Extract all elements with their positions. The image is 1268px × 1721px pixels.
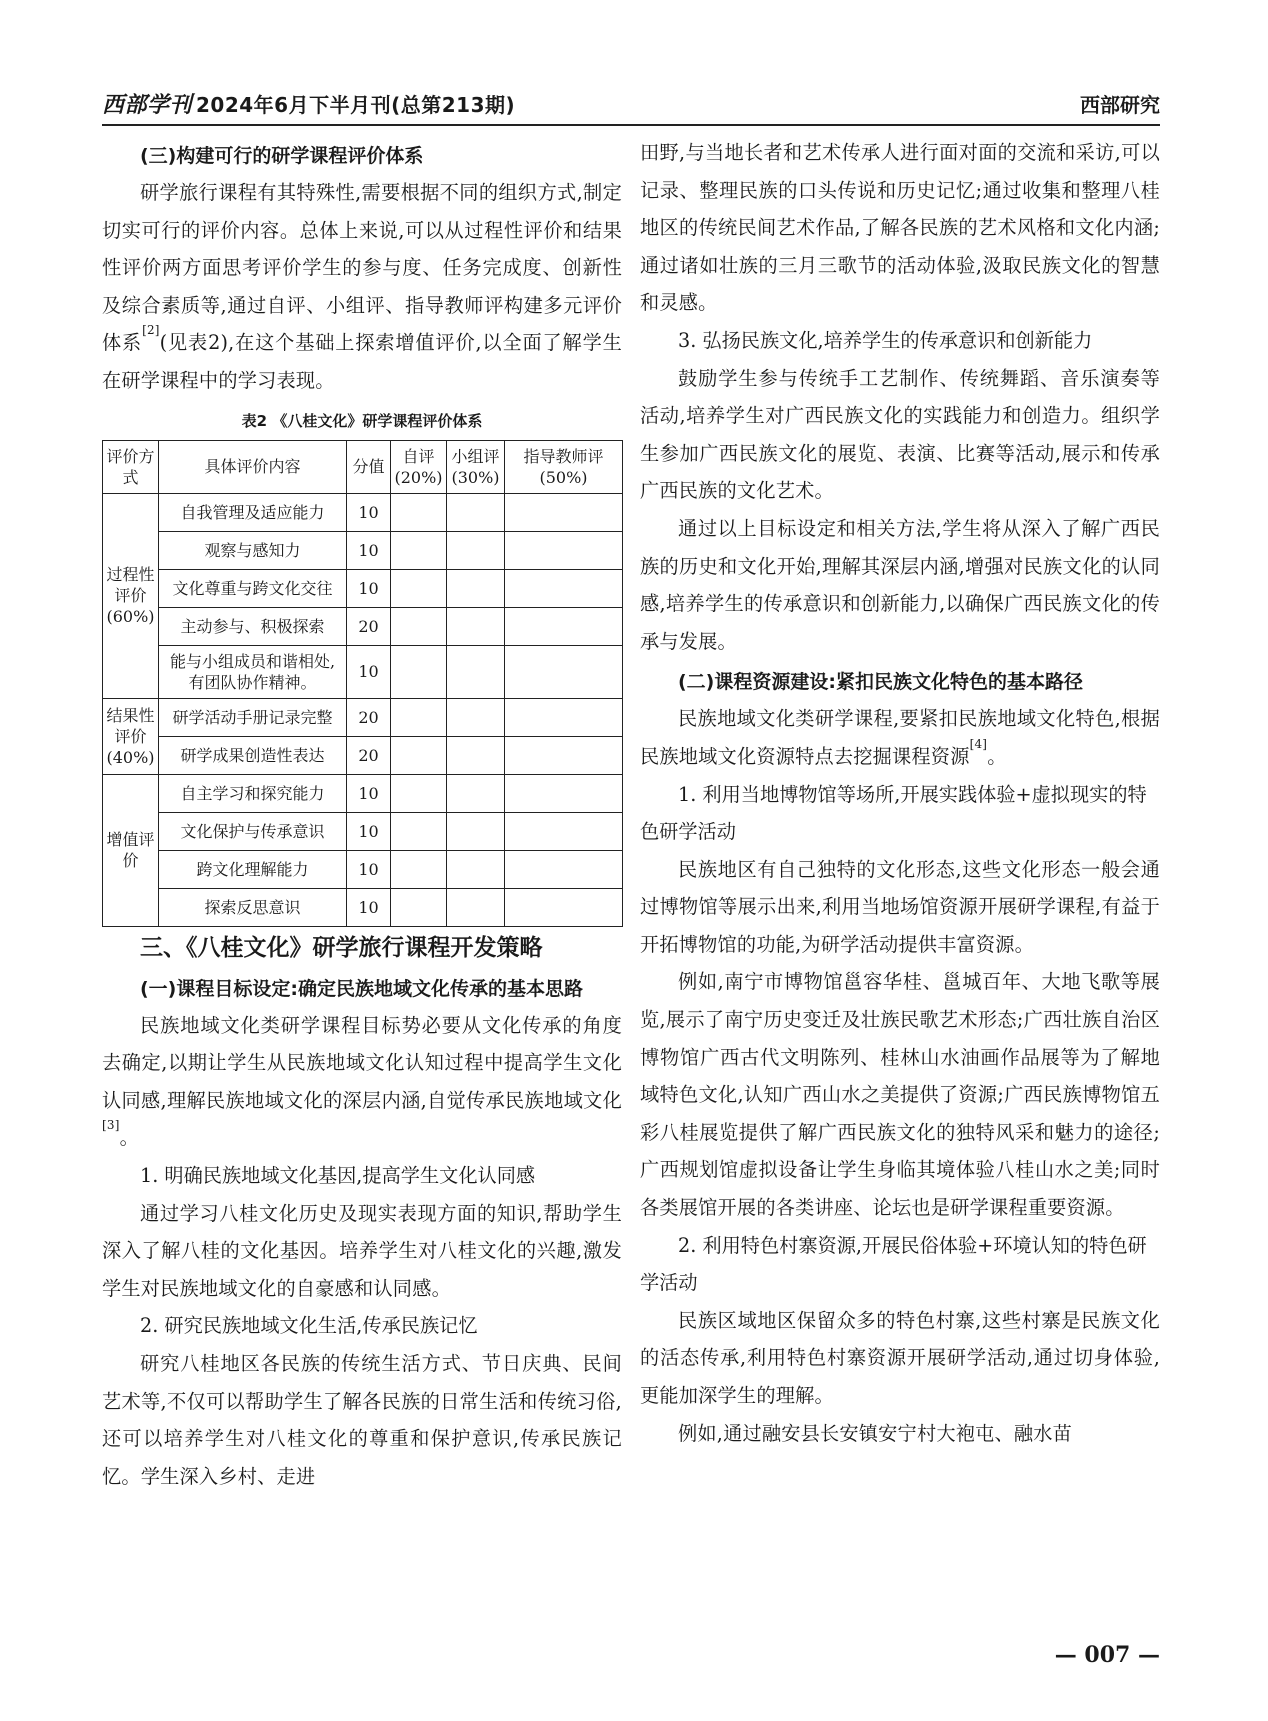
citation[interactable]: [2] (142, 323, 160, 338)
paragraph: 研究八桂地区各民族的传统生活方式、节日庆典、民间艺术等,不仅可以帮助学生了解各民族的日常生活和传统习俗,还可以培养学生对八桂文化的尊重和保护意识,传承民族记忆。学生深入乡村、走进 (102, 1351, 622, 1488)
group-eval-cell (447, 850, 505, 888)
score-cell: 10 (347, 493, 391, 531)
group-eval-cell (447, 698, 505, 736)
citation[interactable]: [3] (102, 1118, 120, 1133)
journal-issue (102, 88, 515, 119)
group-eval-cell (447, 888, 505, 926)
paragraph: 鼓励学生参与传统手工艺制作、传统舞蹈、音乐演奏等活动,培养学生对广西民族文化的实践能力和创造力。组织学生参加广西民族文化的展览、表演、比赛等活动,展示和传承广西民族的文化艺术。 (640, 366, 1160, 503)
self-eval-cell (391, 493, 447, 531)
self-eval-cell (391, 774, 447, 812)
score-cell: 10 (347, 888, 391, 926)
teacher-eval-cell (505, 645, 623, 698)
column-header: 小组评(30%) (447, 440, 505, 493)
content-cell: 自主学习和探究能力 (159, 774, 347, 812)
paragraph: 通过以上目标设定和相关方法,学生将从深入了解广西民族的历史和文化开始,理解其深层内涵,增强对民族文化的认同感,培养学生的传承意识和创新能力,以确保广西民族文化的传承与发展。 (640, 516, 1160, 653)
self-eval-cell (391, 698, 447, 736)
self-eval-cell (391, 736, 447, 774)
table-row (103, 645, 623, 698)
page-header (102, 86, 1160, 120)
score-cell: 10 (347, 812, 391, 850)
self-eval-cell (391, 531, 447, 569)
table-row (103, 569, 623, 607)
score-cell: 10 (347, 569, 391, 607)
group-eval-cell (447, 607, 505, 645)
column-header: 指导教师评(50%) (505, 440, 623, 493)
content-cell: 研学成果创造性表达 (159, 736, 347, 774)
content-cell: 跨文化理解能力 (159, 850, 347, 888)
content-cell: 探索反思意识 (159, 888, 347, 926)
self-eval-cell (391, 607, 447, 645)
subsection-heading: 3. 弘扬民族文化,培养学生的传承意识和创新能力 (678, 328, 1093, 352)
teacher-eval-cell (505, 698, 623, 736)
teacher-eval-cell (505, 736, 623, 774)
column-header: 自评(20%) (391, 440, 447, 493)
group-eval-cell (447, 493, 505, 531)
evaluation-table (102, 440, 623, 927)
part-heading: 三、《八桂文化》研学旅行课程开发策略 (140, 934, 543, 961)
journal-logo: 西部学刊 (102, 91, 193, 118)
score-cell: 10 (347, 531, 391, 569)
issue-label: 2024年6月下半月刊(总第213期) (196, 92, 516, 117)
column-header: 评价方式 (103, 440, 159, 493)
group-eval-cell (447, 774, 505, 812)
group-eval-cell (447, 736, 505, 774)
table-row (103, 812, 623, 850)
content-cell: 研学活动手册记录完整 (159, 698, 347, 736)
content-cell: 观察与感知力 (159, 531, 347, 569)
subsection-heading: 2. 研究民族地域文化生活,传承民族记忆 (140, 1314, 478, 1338)
table-header-row (103, 440, 623, 493)
paragraph: 民族地域文化类研学课程目标势必要从文化传承的角度去确定,以期让学生从民族地域文化认知过程中提高学生文化认同感,理解民族地域文化的深层内涵,自觉传承民族地域文化[3]。 (102, 1013, 622, 1150)
method-cell: 结果性评价(40%) (103, 698, 159, 774)
subsection-heading: 1. 利用当地博物馆等场所,开展实践体验+虚拟现实的特色研学活动 (640, 782, 1147, 844)
score-cell: 20 (347, 607, 391, 645)
column-header: 分值 (347, 440, 391, 493)
paragraph: 田野,与当地长者和艺术传承人进行面对面的交流和采访,可以记录、整理民族的口头传说和历史记忆;通过收集和整理八桂地区的传统民间艺术作品,了解各民族的艺术风格和文化内涵;通过诸如壮族的三月三歌节的活动体验,汲取民族文化的智慧和灵感。 (640, 141, 1160, 315)
table-row (103, 774, 623, 812)
paragraph: 通过学习八桂文化历史及现实表现方面的知识,帮助学生深入了解八桂的文化基因。培养学生对八桂文化的兴趣,激发学生对民族地域文化的自豪感和认同感。 (102, 1201, 622, 1300)
paragraph: 研学旅行课程有其特殊性,需要根据不同的组织方式,制定切实可行的评价内容。总体上来说,可以从过程性评价和结果性评价两方面思考评价学生的参与度、任务完成度、创新性及综合素质等,通过自评、小组评、指导教师评构建多元评价体系[2](见表2),在这个基础上探索增值评价,以全面了解学生在研学课程中的学习表现。 (102, 181, 622, 392)
section-heading: (一)课程目标设定:确定民族地域文化传承的基本思路 (140, 977, 583, 1000)
section-heading: (三)构建可行的研学课程评价体系 (140, 145, 424, 167)
teacher-eval-cell (505, 569, 623, 607)
paragraph: 民族地域文化类研学课程,要紧扣民族地域文化特色,根据民族地域文化资源特点去挖掘课程资源[4]。 (640, 707, 1160, 768)
right-column (640, 134, 1160, 1452)
group-eval-cell (447, 812, 505, 850)
table-caption: 表2 《八桂文化》研学课程评价体系 (241, 411, 483, 430)
teacher-eval-cell (505, 774, 623, 812)
score-cell: 10 (347, 850, 391, 888)
self-eval-cell (391, 850, 447, 888)
teacher-eval-cell (505, 850, 623, 888)
section-heading: (二)课程资源建设:紧扣民族文化特色的基本路径 (678, 671, 1083, 694)
table-row (103, 888, 623, 926)
table-row (103, 607, 623, 645)
citation[interactable]: [4] (969, 736, 988, 751)
paragraph: 民族区域地区保留众多的特色村寨,这些村寨是民族文化的活态传承,利用特色村寨资源开展研学活动,通过切身体验,更能加深学生的理解。 (640, 1308, 1160, 1407)
teacher-eval-cell (505, 607, 623, 645)
score-cell: 10 (347, 774, 391, 812)
paragraph: 例如,南宁市博物馆邕容华桂、邕城百年、大地飞歌等展览,展示了南宁历史变迁及壮族民歌艺术形态;广西壮族自治区博物馆广西古代文明陈列、桂林山水油画作品展等为了解地域特色文化,认知广西山水之美提供了资源;广西民族博物馆五彩八桂展览提供了解广西民族文化的独特风采和魅力的途径;广西规划馆虚拟设备让学生身临其境体验八桂山水之美;同时各类展馆开展的各类讲座、论坛也是研学课程重要资源。 (640, 970, 1160, 1220)
subsection-heading: 2. 利用特色村寨资源,开展民俗体验+环境认知的特色研学活动 (640, 1233, 1147, 1295)
table-row (103, 493, 623, 531)
group-eval-cell (447, 531, 505, 569)
content-cell: 文化保护与传承意识 (159, 812, 347, 850)
self-eval-cell (391, 645, 447, 698)
teacher-eval-cell (505, 888, 623, 926)
table-row (103, 736, 623, 774)
score-cell: 20 (347, 698, 391, 736)
table-row (103, 850, 623, 888)
header-rule (102, 124, 1160, 126)
paragraph: 例如,通过融安县长安镇安宁村大袍屯、融水苗 (678, 1421, 1073, 1445)
content-cell: 文化尊重与跨文化交往 (159, 569, 347, 607)
method-cell: 增值评价 (103, 774, 159, 926)
left-column (102, 134, 622, 1495)
teacher-eval-cell (505, 531, 623, 569)
score-cell: 10 (347, 645, 391, 698)
table-row (103, 531, 623, 569)
teacher-eval-cell (505, 493, 623, 531)
table-row (103, 698, 623, 736)
column-header: 具体评价内容 (159, 440, 347, 493)
teacher-eval-cell (505, 812, 623, 850)
subsection-heading: 1. 明确民族地域文化基因,提高学生文化认同感 (140, 1163, 536, 1187)
content-cell: 自我管理及适应能力 (159, 493, 347, 531)
group-eval-cell (447, 645, 505, 698)
content-cell: 能与小组成员和谐相处,有团队协作精神。 (159, 645, 347, 698)
paragraph: 民族地区有自己独特的文化形态,这些文化形态一般会通过博物馆等展示出来,利用当地场馆资源开展研学课程,有益于开拓博物馆的功能,为研学活动提供丰富资源。 (640, 857, 1160, 956)
self-eval-cell (391, 888, 447, 926)
score-cell: 20 (347, 736, 391, 774)
method-cell: 过程性评价(60%) (103, 493, 159, 698)
group-eval-cell (447, 569, 505, 607)
self-eval-cell (391, 812, 447, 850)
page-number: — 007 — (1054, 1642, 1160, 1668)
content-cell: 主动参与、积极探索 (159, 607, 347, 645)
self-eval-cell (391, 569, 447, 607)
section-label: 西部研究 (1080, 92, 1160, 117)
